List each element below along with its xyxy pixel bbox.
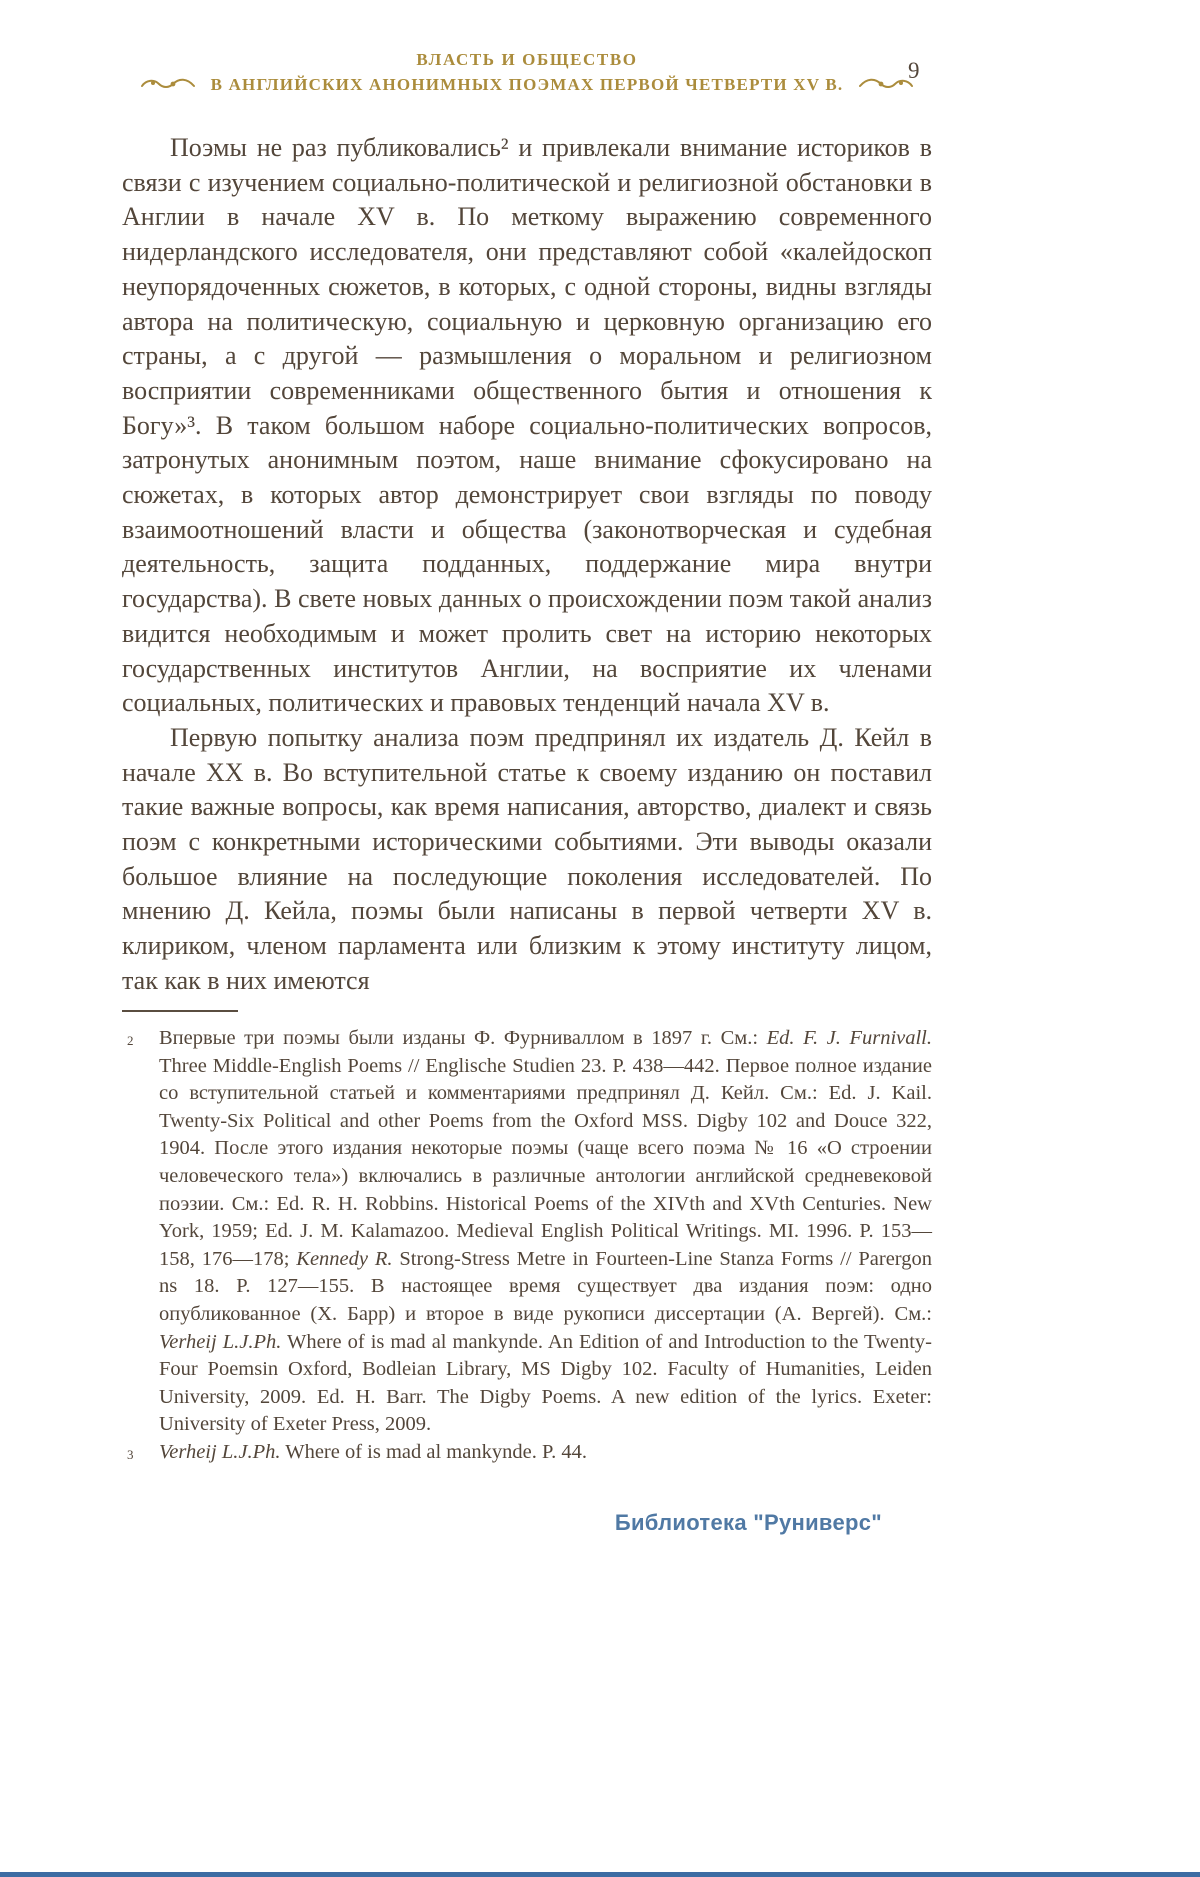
header-title-line2: В АНГЛИЙСКИХ АНОНИМНЫХ ПОЭМАХ ПЕРВОЙ ЧЕТВЕРТИ XV В. bbox=[210, 75, 844, 94]
library-watermark: Библиотека "Руниверс" bbox=[614, 1510, 882, 1535]
running-header bbox=[122, 50, 932, 95]
footnote: 2 Впервые три поэмы были изданы Ф. Фурниваллом в 1897 г. См.: Ed. F. J. Furnivall. Three Middle-English Poems // Englische Studien 23. P. 438—442. Первое полное издание со вступительной статьей и комментариями предпринял Д. Кейл. См.: Ed. J. Kail. Twenty-Six Political and other Poems from the Oxford MSS. Digby 102 and Douce 322, 1904. После этого издания некоторые поэмы (чаще всего поэма № 16 «О строении человеческого тела») включались в различные антологии английской средневековой поэзии. См.: Ed. R. H. Robbins. Historical Poems of the XIVth and XVth Centuries. New York, 1959; Ed. J. M. Kalamazoo. Medieval English Political Writings. MI. 1996. P. 153—158, 176—178; Kennedy R. Strong-Stress Metre in Fourteen-Line Stanza Forms // Parergon ns 18. P. 127—155. В настоящее время существует два издания поэм: одно опубликованное (Х. Барр) и второе в виде рукописи диссертации (А. Вергей). См.: Verheij L.J.Ph. Where of is mad al mankynde. An Edition of and Introduction to the Twenty-Four Poemsin Oxford, Bodleian Library, MS Digby 102. Faculty of Humanities, Leiden University, 2009. Ed. H. Barr. The Digby Poems. A new edition of the lyrics. Exeter: University of Exeter Press, 2009. bbox=[127, 1027, 933, 1436]
footnotes-block bbox=[122, 1010, 932, 1467]
footnote-separator-rule bbox=[122, 1010, 238, 1012]
footnotes bbox=[122, 1025, 932, 1467]
floral-ornament-left-icon bbox=[139, 75, 197, 95]
footnote-marker: 3 bbox=[127, 1446, 134, 1462]
paragraph: Поэмы не раз публиковались² и привлекали внимание историков в связи с изучением социально-политической и религиозной обстановки в Англии в начале XV в. По меткому выражению современного нидерландского исследователя, они представляют собой «калейдоскоп неупорядоченных сюжетов, в которых, с одной стороны, видны взгляды автора на политическую, социальную и церковную организацию его страны, а с другой — размышления о моральном и религиозном восприятии современниками общественного бытия и отношения к Богу»³. В таком большом наборе социально-политических вопросов, затронутых анонимным поэтом, наше внимание сфокусировано на сюжетах, в которых автор демонстрирует свои взгляды по поводу взаимоотношений власти и общества (законотворческая и судебная деятельность, защита подданных, поддержание мира внутри государства). В свете новых данных о происхождении поэм такой анализ видится необходимым и может пролить свет на историю некоторых государственных институтов Англии, на восприятие их членами социальных, политических и правовых тенденций начала XV в. bbox=[122, 133, 932, 718]
floral-ornament-right-icon bbox=[857, 75, 915, 95]
footnote-marker: 2 bbox=[127, 1033, 134, 1048]
page-number: 9 bbox=[908, 58, 920, 83]
header-title-line1: ВЛАСТЬ И ОБЩЕСТВО bbox=[416, 50, 638, 69]
bottom-blue-bar bbox=[0, 1872, 1200, 1877]
footnote: 3 Verheij L.J.Ph. Where of is mad al mankynde. P. 44. bbox=[122, 1439, 932, 1467]
paragraph: Первую попытку анализа поэм предпринял их издатель Д. Кейл в начале XX в. Во вступительной статье к своему изданию он поставил такие важные вопросы, как время написания, авторство, диалект и связь поэм с конкретными историческими событиями. Эти выводы оказали большое влияние на последующие поколения исследователей. По мнению Д. Кейла, поэмы были написаны в первой четверти XV в. клириком, членом парламента или близким к этому институту лицом, так как в них имеются bbox=[122, 722, 932, 995]
body-text bbox=[122, 131, 932, 999]
